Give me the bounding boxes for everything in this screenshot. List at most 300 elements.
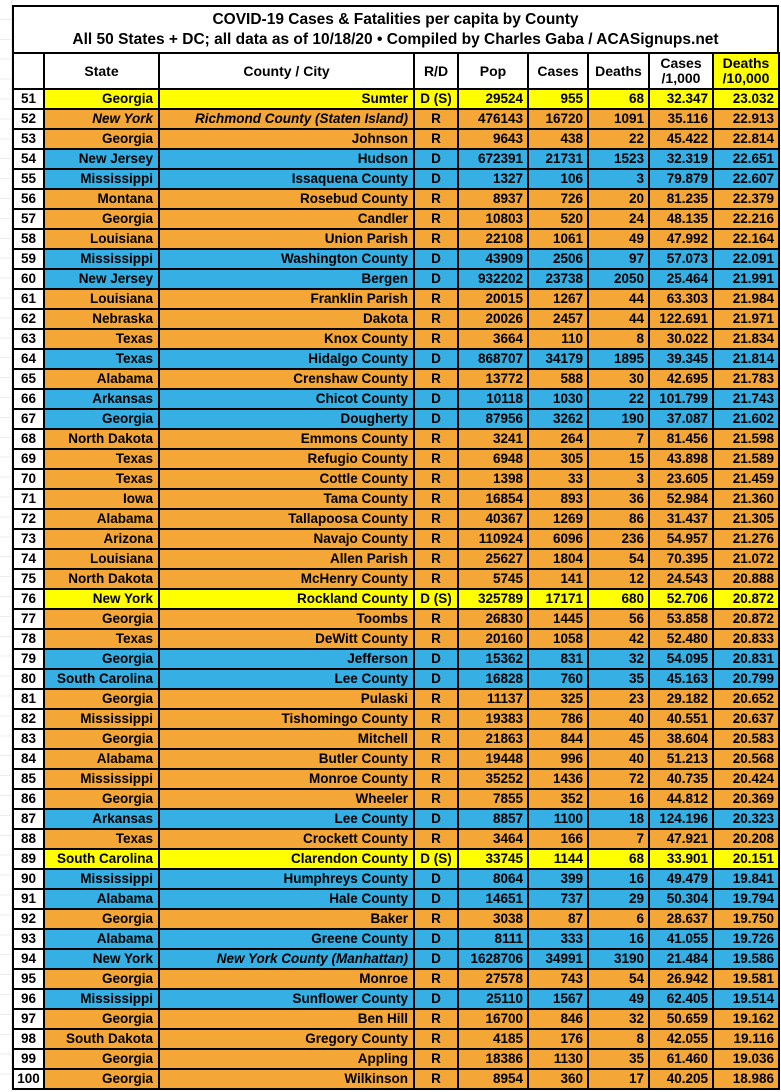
- cell-county: Knox County: [159, 329, 414, 349]
- cell-state: Mississippi: [44, 709, 159, 729]
- cell-cases: 760: [528, 669, 588, 689]
- cell-county: Dougherty: [159, 409, 414, 429]
- cell-cases: 399: [528, 869, 588, 889]
- cell-cases: 844: [528, 729, 588, 749]
- col-header-pop: Pop: [458, 53, 528, 89]
- cell-state: South Carolina: [44, 669, 159, 689]
- table-row: [13, 669, 779, 689]
- cell-rd: R: [414, 829, 458, 849]
- cell-state: Georgia: [44, 1009, 159, 1029]
- cell-state: Georgia: [44, 649, 159, 669]
- cell-state: Montana: [44, 189, 159, 209]
- table-row: [13, 749, 779, 769]
- cell-county: Humphreys County: [159, 869, 414, 889]
- cell-cases-per-1000: 47.921: [649, 829, 713, 849]
- cell-rank: 67: [13, 409, 44, 429]
- cell-rd: R: [414, 769, 458, 789]
- cell-pop: 8954: [458, 1069, 528, 1089]
- cell-deaths: 40: [588, 709, 649, 729]
- cell-state: Georgia: [44, 89, 159, 109]
- cell-cases: 1100: [528, 809, 588, 829]
- cell-county: McHenry County: [159, 569, 414, 589]
- cell-rd: R: [414, 129, 458, 149]
- cell-deaths-per-10000: 20.872: [713, 589, 779, 609]
- cell-rd: R: [414, 1029, 458, 1049]
- table-row: [13, 189, 779, 209]
- cell-pop: 19383: [458, 709, 528, 729]
- table-row: [13, 289, 779, 309]
- cell-deaths-per-10000: 19.586: [713, 949, 779, 969]
- cell-rd: R: [414, 1069, 458, 1089]
- cell-county: New York County (Manhattan): [159, 949, 414, 969]
- cell-pop: 20015: [458, 289, 528, 309]
- cell-cases: 588: [528, 369, 588, 389]
- cell-pop: 5745: [458, 569, 528, 589]
- cell-rank: 90: [13, 869, 44, 889]
- cell-cases-per-1000: 51.213: [649, 749, 713, 769]
- cell-deaths: 16: [588, 929, 649, 949]
- cell-rd: R: [414, 529, 458, 549]
- cell-rank: 83: [13, 729, 44, 749]
- table-row: [13, 1049, 779, 1069]
- table-row: [13, 909, 779, 929]
- cell-cases-per-1000: 45.422: [649, 129, 713, 149]
- cell-cases-per-1000: 32.347: [649, 89, 713, 109]
- cell-rank: 94: [13, 949, 44, 969]
- cell-rd: D: [414, 649, 458, 669]
- cell-cases: 264: [528, 429, 588, 449]
- table-row: [13, 269, 779, 289]
- cell-cases-per-1000: 52.706: [649, 589, 713, 609]
- cell-rank: 82: [13, 709, 44, 729]
- table-row: [13, 809, 779, 829]
- cell-rd: R: [414, 509, 458, 529]
- cell-rank: 92: [13, 909, 44, 929]
- cell-cases: 6096: [528, 529, 588, 549]
- cell-deaths-per-10000: 20.833: [713, 629, 779, 649]
- table-row: [13, 149, 779, 169]
- cell-pop: 11137: [458, 689, 528, 709]
- cell-rd: D: [414, 409, 458, 429]
- cell-pop: 33745: [458, 849, 528, 869]
- cell-deaths: 45: [588, 729, 649, 749]
- cell-pop: 8111: [458, 929, 528, 949]
- cell-deaths-per-10000: 21.072: [713, 549, 779, 569]
- cell-cases: 141: [528, 569, 588, 589]
- cell-cases-per-1000: 61.460: [649, 1049, 713, 1069]
- cell-deaths-per-10000: 21.360: [713, 489, 779, 509]
- table-title-box: [12, 5, 779, 52]
- cell-deaths-per-10000: 20.637: [713, 709, 779, 729]
- cell-rd: R: [414, 209, 458, 229]
- cell-pop: 14651: [458, 889, 528, 909]
- cell-county: Wheeler: [159, 789, 414, 809]
- cell-deaths-per-10000: 19.162: [713, 1009, 779, 1029]
- cell-pop: 20160: [458, 629, 528, 649]
- cell-cases-per-1000: 28.637: [649, 909, 713, 929]
- cell-cases-per-1000: 40.551: [649, 709, 713, 729]
- table-row: [13, 1009, 779, 1029]
- cell-deaths: 680: [588, 589, 649, 609]
- cell-county: Pulaski: [159, 689, 414, 709]
- cell-county: Appling: [159, 1049, 414, 1069]
- table-row: [13, 889, 779, 909]
- cell-rank: 52: [13, 109, 44, 129]
- cell-deaths-per-10000: 20.831: [713, 649, 779, 669]
- cell-pop: 16828: [458, 669, 528, 689]
- table-header: [13, 53, 779, 89]
- cell-state: Georgia: [44, 729, 159, 749]
- cell-cases: 34991: [528, 949, 588, 969]
- cell-deaths-per-10000: 22.216: [713, 209, 779, 229]
- cell-rd: R: [414, 609, 458, 629]
- cell-deaths-per-10000: 20.208: [713, 829, 779, 849]
- cell-deaths-per-10000: 21.602: [713, 409, 779, 429]
- cell-cases-per-1000: 54.095: [649, 649, 713, 669]
- cell-rank: 56: [13, 189, 44, 209]
- cell-deaths: 8: [588, 1029, 649, 1049]
- cell-cases-per-1000: 40.205: [649, 1069, 713, 1089]
- cell-cases: 1058: [528, 629, 588, 649]
- cell-rd: D: [414, 949, 458, 969]
- cell-rd: D: [414, 389, 458, 409]
- cell-rd: R: [414, 549, 458, 569]
- cell-rd: D: [414, 809, 458, 829]
- cell-rank: 61: [13, 289, 44, 309]
- cell-cases-per-1000: 81.235: [649, 189, 713, 209]
- table-row: [13, 769, 779, 789]
- cell-rank: 53: [13, 129, 44, 149]
- cell-cases: 996: [528, 749, 588, 769]
- cell-cases-per-1000: 45.163: [649, 669, 713, 689]
- cell-deaths-per-10000: 21.598: [713, 429, 779, 449]
- cell-deaths: 97: [588, 249, 649, 269]
- cell-cases: 737: [528, 889, 588, 909]
- cell-cases: 176: [528, 1029, 588, 1049]
- cell-rd: R: [414, 789, 458, 809]
- col-header-county: County / City: [159, 53, 414, 89]
- cell-state: Iowa: [44, 489, 159, 509]
- cell-deaths: 7: [588, 429, 649, 449]
- cell-county: Greene County: [159, 929, 414, 949]
- cell-rank: 77: [13, 609, 44, 629]
- cell-state: Texas: [44, 449, 159, 469]
- table-body: [13, 89, 779, 1089]
- cell-state: New York: [44, 949, 159, 969]
- cell-deaths: 190: [588, 409, 649, 429]
- cell-rank: 95: [13, 969, 44, 989]
- cell-pop: 35252: [458, 769, 528, 789]
- cell-rd: D (S): [414, 589, 458, 609]
- cell-rank: 51: [13, 89, 44, 109]
- cell-cases-per-1000: 47.992: [649, 229, 713, 249]
- cell-deaths: 56: [588, 609, 649, 629]
- cell-cases-per-1000: 31.437: [649, 509, 713, 529]
- cell-cases: 520: [528, 209, 588, 229]
- table-row: [13, 589, 779, 609]
- header-row: [13, 53, 779, 89]
- cell-deaths: 16: [588, 869, 649, 889]
- cell-deaths-per-10000: 20.568: [713, 749, 779, 769]
- cell-cases: 333: [528, 929, 588, 949]
- cell-state: Mississippi: [44, 769, 159, 789]
- cell-rd: D: [414, 349, 458, 369]
- cell-state: Arkansas: [44, 389, 159, 409]
- cell-rank: 100: [13, 1069, 44, 1089]
- cell-cases-per-1000: 48.135: [649, 209, 713, 229]
- cell-rank: 76: [13, 589, 44, 609]
- cell-state: Alabama: [44, 509, 159, 529]
- cell-state: Alabama: [44, 369, 159, 389]
- table-row: [13, 1029, 779, 1049]
- cell-pop: 25110: [458, 989, 528, 1009]
- cell-pop: 19448: [458, 749, 528, 769]
- cell-pop: 868707: [458, 349, 528, 369]
- cell-cases-per-1000: 29.182: [649, 689, 713, 709]
- cell-deaths-per-10000: 22.913: [713, 109, 779, 129]
- cell-cases: 2457: [528, 309, 588, 329]
- cell-rd: R: [414, 469, 458, 489]
- table-row: [13, 929, 779, 949]
- cell-cases: 106: [528, 169, 588, 189]
- cell-cases: 726: [528, 189, 588, 209]
- cell-state: South Dakota: [44, 1029, 159, 1049]
- cell-pop: 18386: [458, 1049, 528, 1069]
- cell-state: New York: [44, 109, 159, 129]
- cell-deaths: 32: [588, 649, 649, 669]
- cell-deaths: 2050: [588, 269, 649, 289]
- cell-rank: 99: [13, 1049, 44, 1069]
- table-row: [13, 129, 779, 149]
- cell-deaths-per-10000: 20.652: [713, 689, 779, 709]
- cell-county: Johnson: [159, 129, 414, 149]
- cell-rank: 63: [13, 329, 44, 349]
- cell-county: Refugio County: [159, 449, 414, 469]
- table-row: [13, 1069, 779, 1089]
- cell-cases: 786: [528, 709, 588, 729]
- cell-deaths: 86: [588, 509, 649, 529]
- cell-state: Mississippi: [44, 169, 159, 189]
- cell-county: Hale County: [159, 889, 414, 909]
- cell-county: Candler: [159, 209, 414, 229]
- col-header-cases: Cases: [528, 53, 588, 89]
- table-row: [13, 849, 779, 869]
- cell-cases-per-1000: 30.022: [649, 329, 713, 349]
- cell-deaths-per-10000: 19.726: [713, 929, 779, 949]
- cell-cases-per-1000: 81.456: [649, 429, 713, 449]
- cell-rank: 84: [13, 749, 44, 769]
- cell-state: New Jersey: [44, 269, 159, 289]
- cell-county: Emmons County: [159, 429, 414, 449]
- cell-state: Alabama: [44, 749, 159, 769]
- cell-county: Tishomingo County: [159, 709, 414, 729]
- cell-rank: 54: [13, 149, 44, 169]
- cell-cases: 1061: [528, 229, 588, 249]
- cell-county: Clarendon County: [159, 849, 414, 869]
- cell-deaths: 54: [588, 969, 649, 989]
- cell-county: Monroe: [159, 969, 414, 989]
- cell-state: New York: [44, 589, 159, 609]
- table-row: [13, 169, 779, 189]
- cell-deaths: 42: [588, 629, 649, 649]
- table-row: [13, 389, 779, 409]
- cell-rank: 73: [13, 529, 44, 549]
- cell-deaths: 20: [588, 189, 649, 209]
- cell-rd: D: [414, 889, 458, 909]
- cell-rank: 98: [13, 1029, 44, 1049]
- cell-rd: R: [414, 969, 458, 989]
- cell-deaths: 68: [588, 849, 649, 869]
- cell-deaths: 49: [588, 229, 649, 249]
- cell-county: Mitchell: [159, 729, 414, 749]
- cell-rank: 68: [13, 429, 44, 449]
- cell-state: Texas: [44, 469, 159, 489]
- cell-county: Sunflower County: [159, 989, 414, 1009]
- cell-cases-per-1000: 50.304: [649, 889, 713, 909]
- cell-deaths-per-10000: 21.589: [713, 449, 779, 469]
- cell-cases-per-1000: 63.303: [649, 289, 713, 309]
- cell-deaths-per-10000: 21.459: [713, 469, 779, 489]
- cell-rd: R: [414, 369, 458, 389]
- table-row: [13, 489, 779, 509]
- cell-rd: D: [414, 989, 458, 1009]
- cell-pop: 110924: [458, 529, 528, 549]
- cell-state: Alabama: [44, 889, 159, 909]
- cell-cases-per-1000: 79.879: [649, 169, 713, 189]
- cell-pop: 6948: [458, 449, 528, 469]
- cell-deaths: 22: [588, 389, 649, 409]
- cell-cases: 305: [528, 449, 588, 469]
- cell-deaths: 32: [588, 1009, 649, 1029]
- cell-cases: 33: [528, 469, 588, 489]
- cell-rank: 80: [13, 669, 44, 689]
- cell-rd: R: [414, 429, 458, 449]
- table-row: [13, 109, 779, 129]
- cell-cases-per-1000: 50.659: [649, 1009, 713, 1029]
- cell-deaths: 16: [588, 789, 649, 809]
- table-row: [13, 649, 779, 669]
- cell-rd: D: [414, 269, 458, 289]
- cell-pop: 16700: [458, 1009, 528, 1029]
- cell-cases: 831: [528, 649, 588, 669]
- cell-cases-per-1000: 49.479: [649, 869, 713, 889]
- cell-deaths-per-10000: 22.607: [713, 169, 779, 189]
- cell-state: Georgia: [44, 909, 159, 929]
- cell-deaths-per-10000: 19.514: [713, 989, 779, 1009]
- cell-deaths-per-10000: 21.971: [713, 309, 779, 329]
- cell-rd: R: [414, 1009, 458, 1029]
- table-row: [13, 969, 779, 989]
- table-row: [13, 689, 779, 709]
- cell-county: Gregory County: [159, 1029, 414, 1049]
- cell-cases: 1269: [528, 509, 588, 529]
- cell-state: Arkansas: [44, 809, 159, 829]
- cell-state: Louisiana: [44, 229, 159, 249]
- cell-cases: 1436: [528, 769, 588, 789]
- cell-deaths-per-10000: 20.323: [713, 809, 779, 829]
- cell-rd: R: [414, 449, 458, 469]
- cell-county: Jefferson: [159, 649, 414, 669]
- cell-cases-per-1000: 35.116: [649, 109, 713, 129]
- cell-rank: 71: [13, 489, 44, 509]
- cell-state: Mississippi: [44, 249, 159, 269]
- cell-deaths: 3190: [588, 949, 649, 969]
- cell-deaths: 49: [588, 989, 649, 1009]
- cell-rd: R: [414, 289, 458, 309]
- cell-county: Wilkinson: [159, 1069, 414, 1089]
- cell-rd: R: [414, 629, 458, 649]
- cell-pop: 25627: [458, 549, 528, 569]
- cell-deaths: 40: [588, 749, 649, 769]
- col-header-state: State: [44, 53, 159, 89]
- cell-state: North Dakota: [44, 569, 159, 589]
- cell-rank: 62: [13, 309, 44, 329]
- cell-cases-per-1000: 43.898: [649, 449, 713, 469]
- cell-deaths: 30: [588, 369, 649, 389]
- cell-rank: 57: [13, 209, 44, 229]
- cell-state: Georgia: [44, 689, 159, 709]
- cell-rank: 91: [13, 889, 44, 909]
- cell-pop: 8857: [458, 809, 528, 829]
- cell-rank: 74: [13, 549, 44, 569]
- table-row: [13, 409, 779, 429]
- cell-county: Baker: [159, 909, 414, 929]
- cell-cases: 2506: [528, 249, 588, 269]
- cell-deaths-per-10000: 20.424: [713, 769, 779, 789]
- cell-state: Mississippi: [44, 989, 159, 1009]
- spreadsheet-gutter: [0, 0, 12, 1092]
- cell-county: Union Parish: [159, 229, 414, 249]
- cell-county: Lee County: [159, 669, 414, 689]
- cell-rank: 66: [13, 389, 44, 409]
- cell-county: Cottle County: [159, 469, 414, 489]
- cell-rd: R: [414, 709, 458, 729]
- table-row: [13, 509, 779, 529]
- table-row: [13, 209, 779, 229]
- cell-pop: 8937: [458, 189, 528, 209]
- table-row: [13, 329, 779, 349]
- cell-cases-per-1000: 21.484: [649, 949, 713, 969]
- cell-deaths-per-10000: 21.743: [713, 389, 779, 409]
- cell-state: Georgia: [44, 209, 159, 229]
- cell-cases-per-1000: 52.984: [649, 489, 713, 509]
- col-header-deaths-per-10000: Deaths /10,000: [713, 53, 779, 89]
- cell-cases: 166: [528, 829, 588, 849]
- cell-cases-per-1000: 23.605: [649, 469, 713, 489]
- cell-state: Georgia: [44, 1049, 159, 1069]
- table-row: [13, 529, 779, 549]
- cell-county: Richmond County (Staten Island): [159, 109, 414, 129]
- cell-deaths: 12: [588, 569, 649, 589]
- cell-deaths-per-10000: 19.841: [713, 869, 779, 889]
- cell-county: Sumter: [159, 89, 414, 109]
- cell-deaths-per-10000: 21.276: [713, 529, 779, 549]
- cell-county: Tama County: [159, 489, 414, 509]
- cell-rd: D: [414, 169, 458, 189]
- table-row: [13, 309, 779, 329]
- covid-county-sheet: [12, 5, 779, 1090]
- cell-deaths: 6: [588, 909, 649, 929]
- cell-cases: 955: [528, 89, 588, 109]
- cell-pop: 43909: [458, 249, 528, 269]
- cell-rd: R: [414, 329, 458, 349]
- cell-cases: 21731: [528, 149, 588, 169]
- table-row: [13, 349, 779, 369]
- cell-pop: 27578: [458, 969, 528, 989]
- cell-cases: 23738: [528, 269, 588, 289]
- col-header-rd: R/D: [414, 53, 458, 89]
- cell-cases-per-1000: 53.858: [649, 609, 713, 629]
